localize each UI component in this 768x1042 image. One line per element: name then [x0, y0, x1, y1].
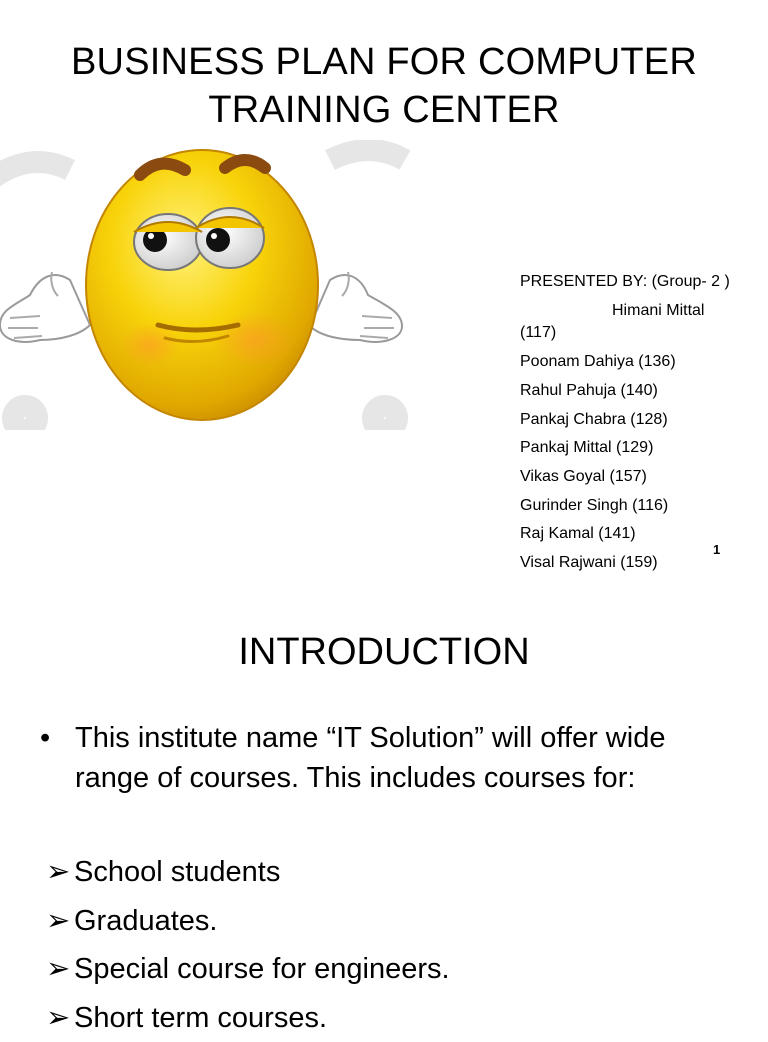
presenter-item: Vikas Goyal (157)	[520, 463, 750, 492]
title-line-1: BUSINESS PLAN FOR COMPUTER	[0, 38, 768, 86]
presenter-item: Pankaj Chabra (128)	[520, 406, 750, 435]
course-item	[46, 848, 726, 897]
course-label: Short term courses.	[74, 1002, 327, 1034]
course-item	[46, 945, 726, 994]
intro-bullet	[40, 718, 720, 798]
course-item	[46, 897, 726, 946]
course-item	[46, 994, 726, 1042]
title-line-2: TRAINING CENTER	[0, 86, 768, 134]
confused-emoji-illustration	[0, 140, 410, 430]
presenter-roll: (117)	[520, 319, 750, 348]
course-label: School students	[74, 856, 280, 888]
arrow-icon: ➢	[46, 994, 74, 1042]
left-hand-icon	[0, 272, 90, 342]
presented-by-heading: PRESENTED BY: (Group- 2 )	[520, 268, 750, 297]
intro-title: INTRODUCTION	[0, 628, 768, 676]
presenter-item: Raj Kamal (141)	[520, 520, 750, 549]
slide-2	[0, 600, 768, 1024]
presenter-item: Pankaj Mittal (129)	[520, 434, 750, 463]
course-label: Special course for engineers.	[74, 953, 450, 985]
presenter-name: Himani Mittal	[520, 297, 750, 326]
page-number: 1	[713, 542, 720, 557]
bullet-text: This institute name “IT Solution” will offer wide range of courses. This includes courses for:	[40, 718, 720, 798]
arrow-icon: ➢	[46, 897, 74, 946]
presenter-item: Gurinder Singh (116)	[520, 492, 750, 521]
course-label: Graduates.	[74, 905, 217, 937]
bullet-icon: •	[40, 718, 50, 758]
presenters-list	[520, 268, 750, 578]
course-list	[46, 848, 726, 1042]
arrow-icon: ➢	[46, 848, 74, 897]
arrow-icon: ➢	[46, 945, 74, 994]
right-hand-icon	[310, 272, 402, 342]
slide-title	[0, 38, 768, 134]
presenter-item: Poonam Dahiya (136)	[520, 348, 750, 377]
presenter-item: Visal Rajwani (159)	[520, 549, 750, 578]
presenter-item: Rahul Pahuja (140)	[520, 377, 750, 406]
